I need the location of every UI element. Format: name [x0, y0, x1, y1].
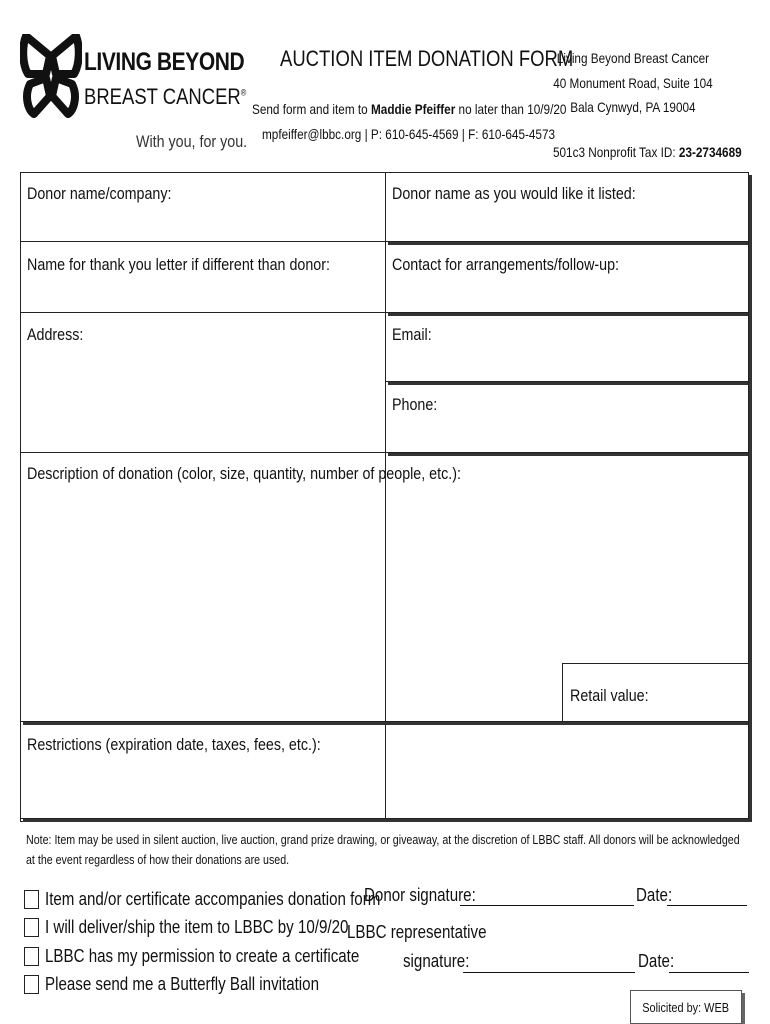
donor-name-field[interactable] — [20, 172, 386, 242]
logo-text-line1: LIVING BEYOND — [84, 48, 245, 76]
email-label: Email: — [392, 325, 432, 344]
logo-text-line2: BREAST CANCER® — [84, 84, 247, 109]
donor-signature-label: Donor signature: — [364, 885, 476, 905]
donor-date-label: Date: — [636, 885, 673, 905]
address-label: Address: — [27, 325, 84, 344]
rep-date-line[interactable] — [669, 954, 749, 973]
rep-signature-label-line2: signature: — [403, 951, 470, 971]
thank-you-name-field[interactable] — [20, 241, 386, 313]
disclaimer-note: Note: Item may be used in silent auction, live auction, grand prize drawing, or giveaway, at the discretion of LBBC staff. All donors will be acknowledged at the event regardless of how their donations are used. — [26, 832, 740, 867]
checkbox-icon[interactable] — [24, 947, 39, 966]
donor-listed-label: Donor name as you would like it listed: — [392, 184, 636, 203]
page-title: AUCTION ITEM DONATION FORM — [280, 46, 574, 71]
org-address-line2: Bala Cynwyd, PA 19004 — [570, 99, 696, 115]
checkbox-label: Item and/or certificate accompanies donation form — [45, 889, 381, 909]
phone-label: Phone: — [392, 395, 438, 414]
tagline: With you, for you. — [136, 132, 248, 151]
contact-person: Maddie Pfeiffer — [370, 101, 456, 117]
rep-signature-label-line1: LBBC representative — [347, 922, 487, 942]
org-address-line1: 40 Monument Road, Suite 104 — [553, 74, 713, 91]
contact-arrangements-label: Contact for arrangements/follow-up: — [392, 255, 620, 274]
contact-arrangements-field[interactable] — [385, 241, 749, 313]
phone-field[interactable] — [385, 381, 749, 453]
email-field[interactable] — [385, 312, 749, 382]
donor-date-line[interactable] — [667, 887, 747, 906]
checkbox-certificate-permission[interactable] — [24, 946, 419, 967]
donor-name-label: Donor name/company: — [27, 184, 172, 203]
retail-value-label: Retail value: — [570, 686, 649, 705]
restrictions-label: Restrictions (expiration date, taxes, fees, etc.): — [27, 735, 321, 754]
checkbox-label: Please send me a Butterfly Ball invitation — [45, 974, 319, 994]
contact-info: mpfeiffer@lbbc.org | P: 610-645-4569 | F: 610-645-4573 — [262, 126, 556, 142]
checkbox-icon[interactable] — [24, 975, 39, 994]
checkbox-icon[interactable] — [24, 890, 39, 909]
donor-signature-line[interactable] — [460, 887, 634, 906]
rep-signature-line[interactable] — [463, 954, 635, 973]
thank-you-name-label: Name for thank you letter if different than donor: — [27, 255, 330, 274]
tax-id-line: 501c3 Nonprofit Tax ID: 23-2734689 — [553, 144, 742, 160]
butterfly-logo-icon — [20, 34, 82, 118]
solicited-by-badge: Solicited by: WEB — [630, 990, 742, 1024]
org-name: Living Beyond Breast Cancer — [556, 50, 710, 66]
checkbox-icon[interactable] — [24, 918, 39, 937]
description-label: Description of donation (color, size, quantity, number of people, etc.): — [27, 464, 461, 483]
org-address-block — [538, 46, 728, 120]
tax-id: 23-2734689 — [679, 144, 742, 160]
checkbox-label: I will deliver/ship the item to LBBC by 10/9/20 — [45, 917, 349, 937]
checkbox-butterfly-ball[interactable] — [24, 974, 371, 995]
send-instructions: Send form and item to Maddie Pfeiffer no later than 10/9/20 — [252, 101, 567, 117]
donor-listed-field[interactable] — [385, 172, 749, 242]
rep-date-label: Date: — [638, 951, 675, 971]
checkbox-label: LBBC has my permission to create a certificate — [45, 946, 360, 966]
